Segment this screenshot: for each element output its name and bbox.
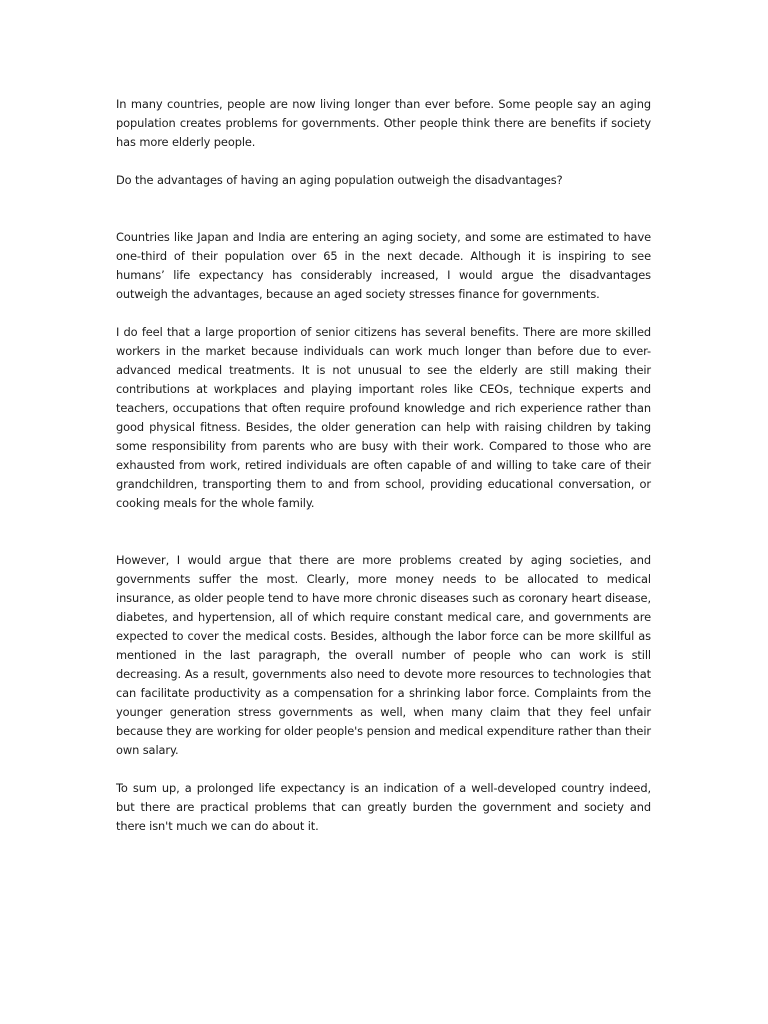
essay-body-paragraph-2: However, I would argue that there are more problems created by aging societies, and governments suffer the most. Clearly, more money needs to be allocated to medical insurance, as older people tend to have more chronic diseases such as coronary heart disease, diabetes, and hypertension, all of which require constant medical care, and governments are expected to cover the medical costs. Besides, although the labor force can be more skillful as mentioned in the last paragraph, the overall number of people who can work is still decreasing. As a result, governments also need to devote more resources to technologies that can facilitate productivity as a compensation for a shrinking labor force. Complaints from the younger generation stress governments as well, when many claim that they feel unfair because they are working for older people's pension and medical expenditure rather than their own salary. [116,553,651,757]
prompt-question: Do the advantages of having an aging population outweigh the disadvantages? [116,173,563,187]
essay-body-paragraph-1: I do feel that a large proportion of senior citizens has several benefits. There are more skilled workers in the market because individuals can work much longer than before due to ever-advanced medical treatments. It is not unusual to see the elderly are still making their contributions at workplaces and playing important roles like CEOs, technique experts and teachers, occupations that often require profound knowledge and rich experience rather than good physical fitness. Besides, the older generation can help with raising children by taking some responsibility from parents who are busy with their work. Compared to those who are exhausted from work, retired individuals are often capable of and willing to take care of their grandchildren, transporting them to and from school, providing educational conversation, or cooking meals for the whole family. [116,325,651,510]
document-body [116,95,651,836]
prompt-statement: In many countries, people are now living longer than ever before. Some people say an aging population creates problems for governments. Other people think there are benefits if society has more elderly people. [116,97,651,149]
essay-conclusion: To sum up, a prolonged life expectancy is an indication of a well-developed country indeed, but there are practical problems that can greatly burden the government and society and there isn't much we can do about it. [116,781,651,833]
essay-introduction: Countries like Japan and India are entering an aging society, and some are estimated to have one-third of their population over 65 in the next decade. Although it is inspiring to see humans’ life expectancy has considerably increased, I would argue the disadvantages outweigh the advantages, because an aged society stresses finance for governments. [116,230,651,301]
